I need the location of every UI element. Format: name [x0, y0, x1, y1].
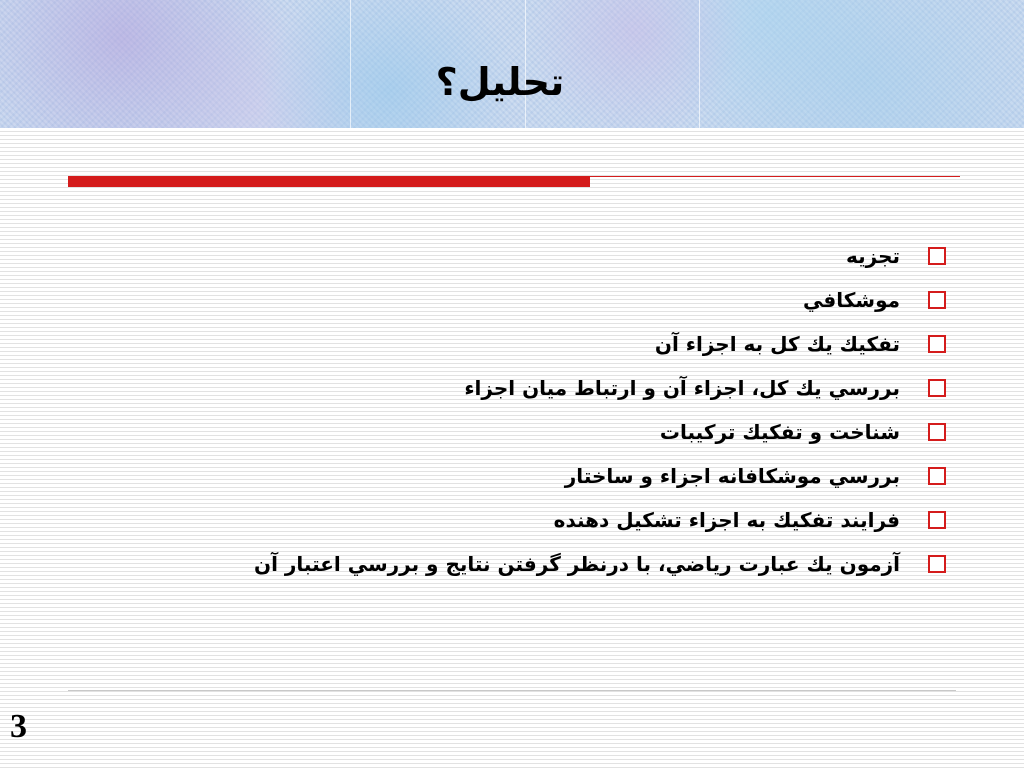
list-item — [186, 454, 946, 498]
list-item — [186, 278, 946, 322]
hollow-square-bullet-icon — [928, 511, 946, 529]
bullet-text: بررسي موشكافانه اجزاء و ساختار — [564, 464, 900, 488]
bullet-text: فرايند تفكيك به اجزاء تشكيل دهنده — [553, 508, 900, 532]
slide-title: تحليل؟ — [435, 60, 565, 104]
list-item — [186, 234, 946, 278]
bullet-text: تجزيه — [845, 244, 900, 268]
bullet-text: آزمون يك عبارت رياضي، با درنظر گرفتن نتايج و بررسي اعتبار آن — [254, 552, 900, 576]
list-item — [186, 410, 946, 454]
list-item — [186, 366, 946, 410]
hollow-square-bullet-icon — [928, 555, 946, 573]
list-item — [186, 542, 946, 586]
hollow-square-bullet-icon — [928, 335, 946, 353]
page-number: 3 — [10, 708, 27, 745]
list-item — [186, 322, 946, 366]
bullet-text: موشكافي — [802, 288, 900, 312]
footer-divider — [68, 690, 956, 691]
hollow-square-bullet-icon — [928, 291, 946, 309]
bullet-text: بررسي يك كل، اجزاء آن و ارتباط ميان اجزاء — [464, 376, 900, 400]
bullet-text: شناخت و تفكيك تركيبات — [659, 420, 900, 444]
hollow-square-bullet-icon — [928, 423, 946, 441]
hollow-square-bullet-icon — [928, 379, 946, 397]
bullet-text: تفكيك يك كل به اجزاء آن — [654, 332, 900, 356]
list-item — [186, 498, 946, 542]
bullet-list — [186, 234, 946, 586]
title-underline-thick — [68, 176, 590, 187]
hollow-square-bullet-icon — [928, 467, 946, 485]
hollow-square-bullet-icon — [928, 247, 946, 265]
